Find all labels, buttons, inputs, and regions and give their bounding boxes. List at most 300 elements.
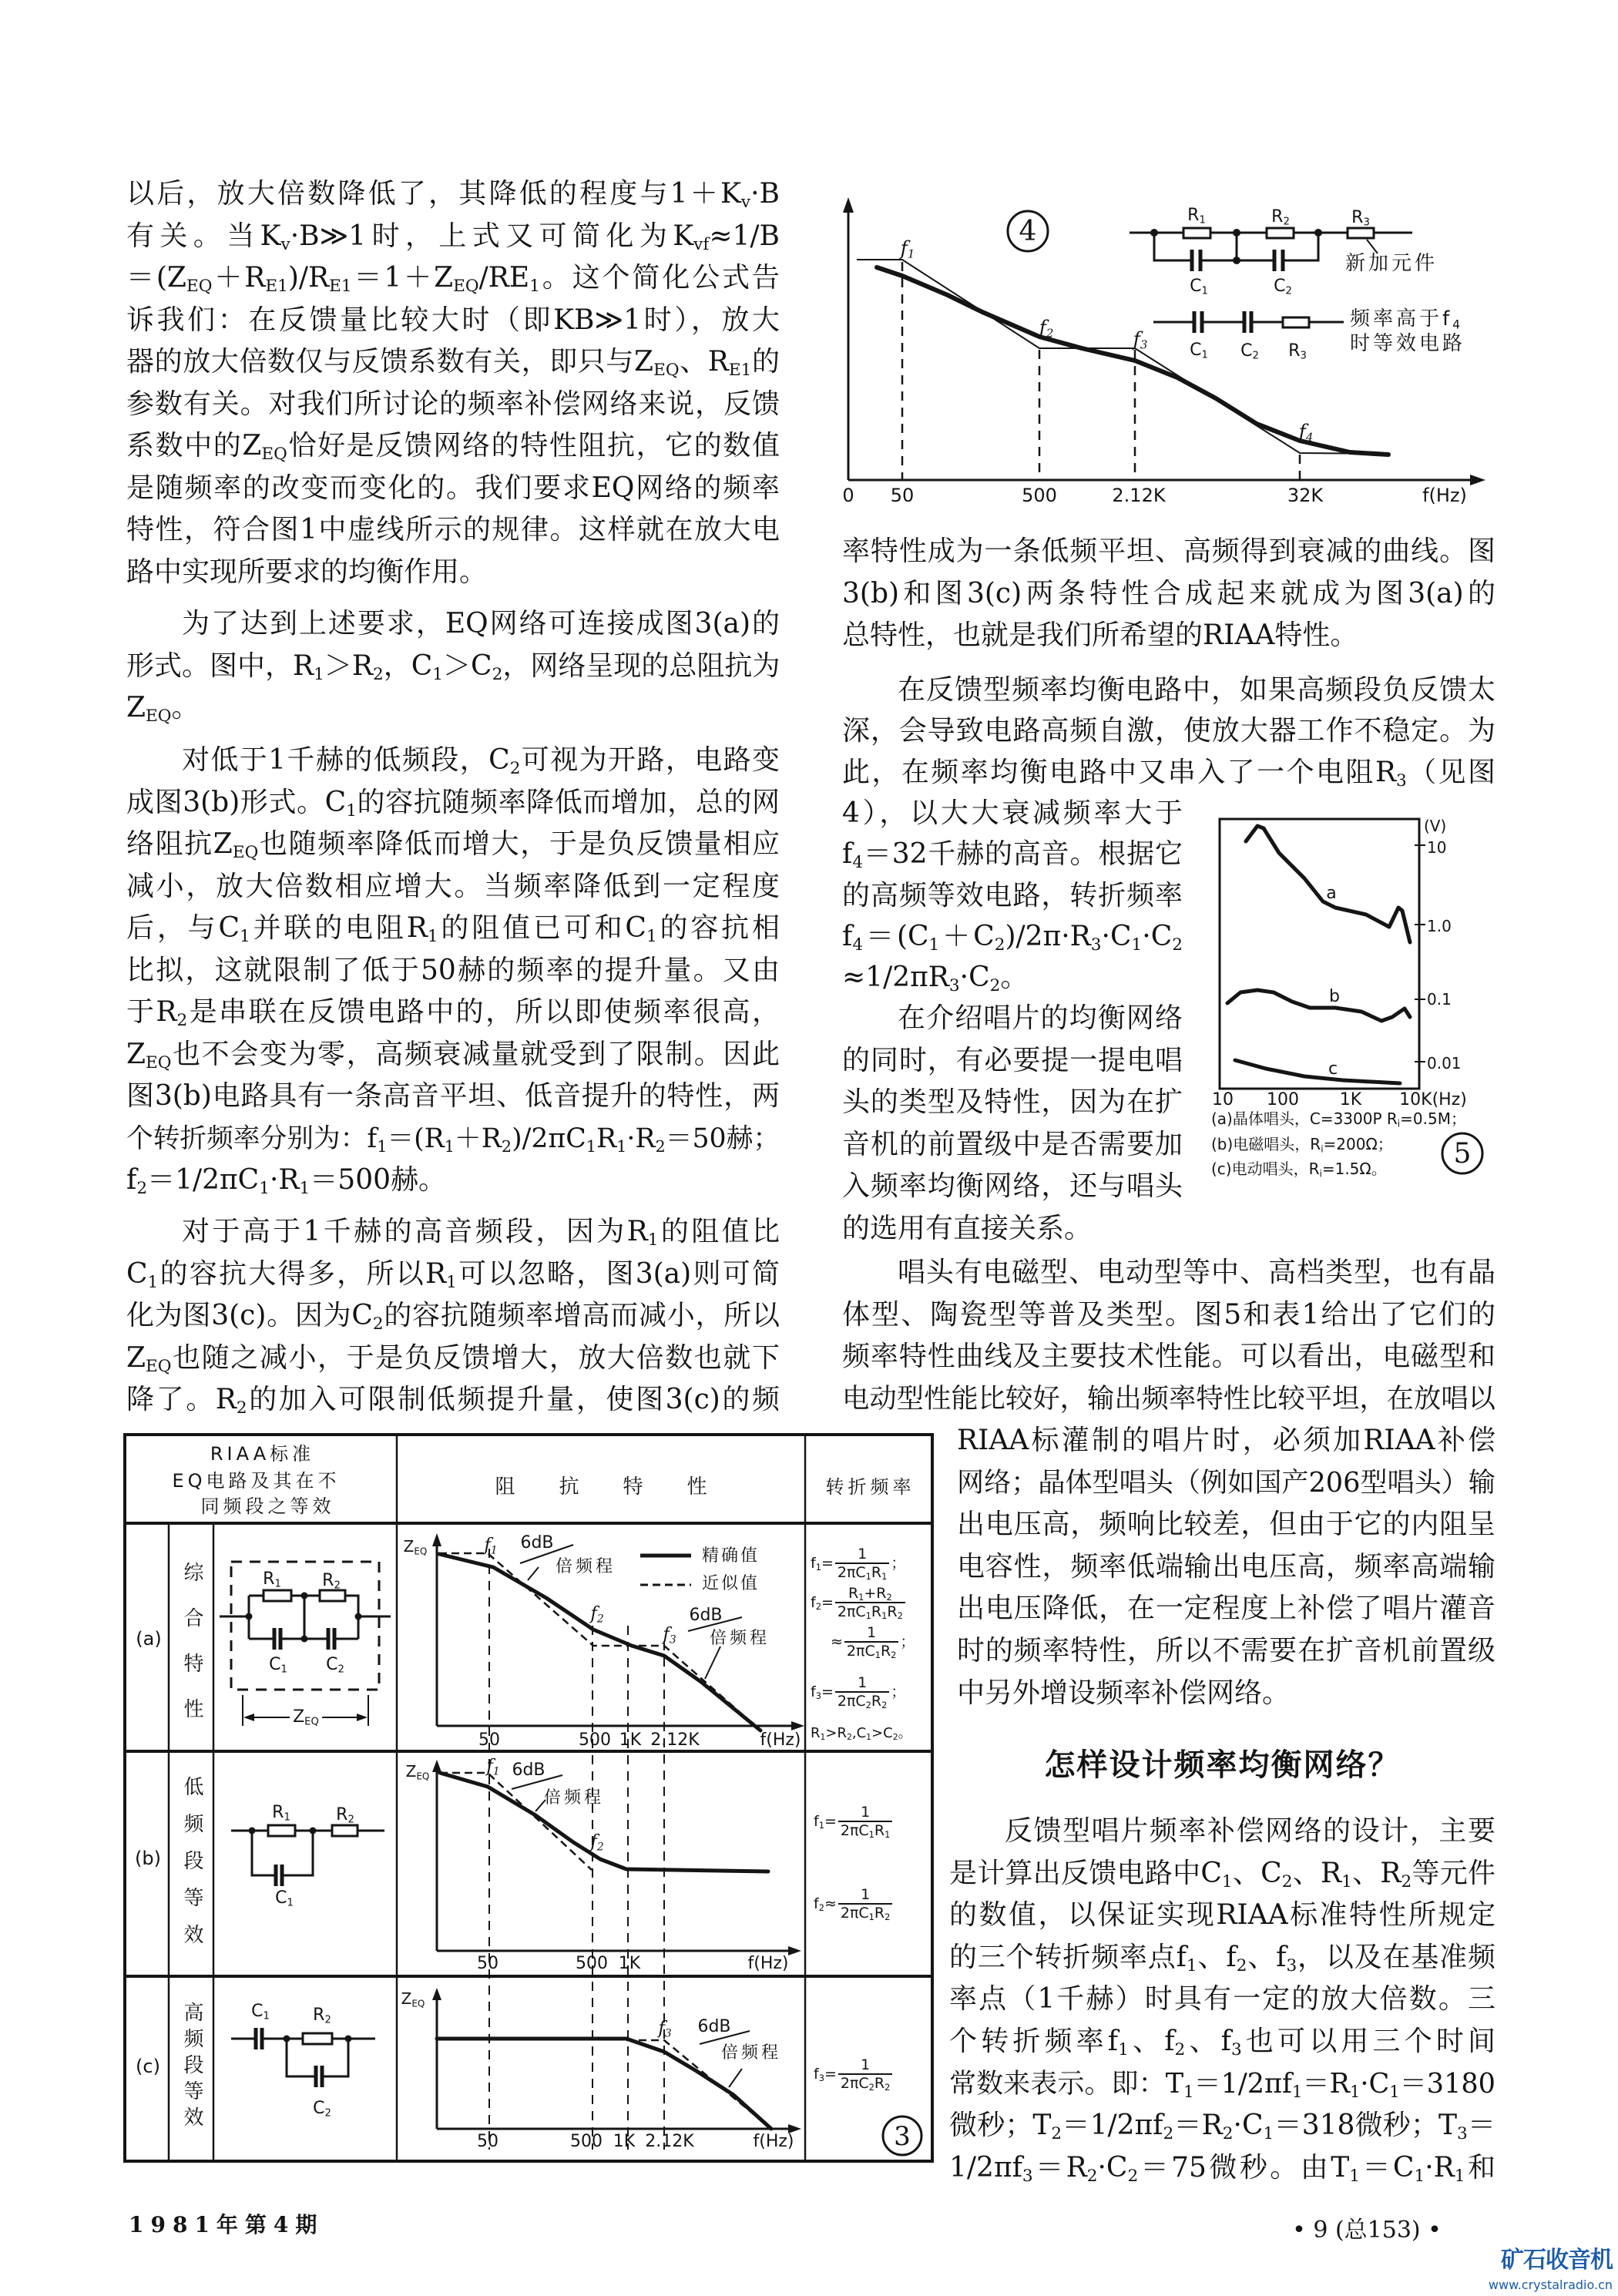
text-run: ＝R (1173, 2110, 1223, 2142)
subscript: 2 (886, 1592, 892, 1603)
text-run: 诉我们：在反馈量比较大时（即KB≫1时），放大 (126, 304, 780, 336)
graph-c-tick-label: 50 (477, 2132, 498, 2151)
text-line (126, 216, 780, 258)
subscript: 2 (337, 1663, 344, 1676)
fig5-x-tick-label: 10 (1212, 1090, 1234, 1109)
fig4-tick-label: 2.12K (1112, 485, 1166, 506)
text-run: 深，会导致电路高频自激，使放大器工作不稳定。为 (842, 715, 1495, 747)
subscript: 2 (881, 1700, 888, 1711)
text-line (126, 257, 780, 300)
subscript: 2 (372, 664, 384, 684)
text-run: Z (403, 1537, 415, 1556)
subscript: 2 (994, 935, 1005, 955)
text-run: 1 (861, 1886, 871, 1903)
fig4-breakpoint-f4 (1298, 420, 1314, 445)
subscript: 1 (858, 1592, 864, 1603)
text-line (126, 950, 780, 992)
text-run: f (842, 838, 853, 871)
subscript: 1 (1186, 1955, 1197, 1975)
text-run: ＞C (443, 650, 492, 682)
text-run: >R (825, 1725, 847, 1741)
text-line (949, 2063, 1495, 2106)
subscript: 2 (1174, 2040, 1186, 2060)
subscript: 1 (1131, 935, 1143, 955)
text-run: ＝(R (387, 1123, 445, 1154)
fig3-number: 3 (894, 2121, 911, 2152)
text-line (126, 341, 780, 384)
subscript: 1 (1454, 2166, 1465, 2186)
text-run: ，C (383, 650, 433, 682)
fraction (838, 1887, 893, 1921)
text-run: ＝1/2πf (1062, 2110, 1163, 2142)
row-label-b: 低频段等效 (180, 1776, 203, 1961)
subscript: 3 (1090, 935, 1102, 955)
text-run: (b)电磁唱头，R (1211, 1135, 1321, 1153)
fraction (838, 2057, 893, 2091)
table-header-network-line-2: EQ电路及其在不 (172, 1470, 341, 1492)
subscript: 2 (372, 1314, 384, 1334)
text-line (126, 824, 780, 866)
text-run: 反馈型唱片频率补偿网络的设计，主要 (1005, 1815, 1495, 1847)
subscript: 2 (1086, 2166, 1098, 2186)
circuit-c-label-c2 (313, 2099, 331, 2120)
text-line (957, 1462, 1495, 1505)
text-line (842, 916, 1183, 957)
text-run: 2πC (837, 1693, 866, 1710)
numerator (835, 1586, 905, 1603)
subscript: 1 (284, 1811, 290, 1824)
subscript: 1 (868, 1829, 874, 1841)
text-run: 可视为开路，电路变 (520, 744, 780, 776)
subscript: v (740, 193, 751, 213)
text-line (842, 1252, 1495, 1294)
text-run: f (814, 2065, 819, 2083)
subscript: E1 (329, 277, 352, 297)
text-run: ； (891, 1683, 906, 1700)
text-run: ,C (851, 1725, 867, 1741)
text-line (126, 1379, 780, 1422)
formula-a-f3 (811, 1675, 905, 1709)
text-run: ·R (269, 1164, 300, 1196)
row-label-c: 高频段等效 (180, 2002, 203, 2133)
right-column-paragraph-2-narrow (842, 793, 1183, 998)
text-run: 2πC (837, 1603, 866, 1620)
text-run: Z (405, 1762, 417, 1781)
text-run: 3(b)和图3(c)两条特性合成起来就成为图3(a)的 (842, 577, 1495, 609)
text-run: )/2πC (512, 1123, 586, 1154)
subscript: 2 (815, 1600, 821, 1612)
page-number: • 9 (总153) • (1292, 2217, 1442, 2244)
text-run: ·C (1233, 2110, 1264, 2142)
subscript: 3 (1363, 217, 1370, 229)
text-run: 网络；晶体型唱头（例如国产206型唱头）输 (957, 1466, 1495, 1499)
text-run: 2πC (837, 1564, 866, 1581)
subscript: 3 (1395, 770, 1407, 791)
subscript: 2 (989, 976, 1001, 996)
subscript: EQ (416, 1771, 430, 1782)
subscript: 3 (1022, 2166, 1033, 2186)
formula-lhs (814, 1814, 837, 1829)
text-run: 头的类型及特性，因为在扩 (842, 1086, 1183, 1119)
text-run: (a)晶体唱头，C=3300P R (1211, 1109, 1398, 1128)
denominator (835, 1693, 890, 1709)
text-line (126, 173, 780, 216)
subscript: 4 (852, 935, 864, 955)
text-run: ＝(C (863, 920, 929, 952)
fig5-y-tick-label: 1.0 (1427, 917, 1452, 935)
text-run: f (590, 1831, 597, 1852)
subscript: 1 (1201, 285, 1208, 297)
subscript: EQ (411, 1998, 425, 2009)
text-run: 电容性，频率低端输出电压高，频率高端输 (957, 1550, 1495, 1583)
text-run: ·C (959, 962, 990, 994)
text-run: )/2π·R (1005, 920, 1091, 952)
text-line (842, 1082, 1183, 1124)
circuit-node (355, 1613, 362, 1620)
subscript: 3 (1230, 2040, 1242, 2060)
fig4-tick-label: 500 (1022, 485, 1057, 506)
fig5-curve-b (1227, 987, 1410, 1021)
text-run: (c)电动唱头，R (1211, 1160, 1320, 1178)
text-run: =1.5Ω。 (1321, 1160, 1387, 1178)
text-line (126, 866, 780, 908)
denominator (835, 1603, 905, 1620)
text-line (842, 834, 1183, 874)
formula-a-f2-approx (831, 1625, 915, 1659)
text-line (957, 1630, 1495, 1673)
circuit-node (246, 1613, 253, 1620)
text-run: ＝1/2πC (147, 1164, 260, 1196)
circuit-node (301, 1636, 308, 1643)
text-run: ·B (750, 178, 780, 210)
fig4-breakpoint-guides (902, 262, 1300, 480)
fig4-label-r2 (1271, 209, 1290, 226)
text-run: ＝ (1467, 2110, 1495, 2142)
circuit-b-capacitor-c1 (276, 1865, 282, 1886)
watermark-url: www.crystalradio.cn (1488, 2278, 1613, 2292)
text-run: = (821, 1593, 834, 1611)
text-run: 体型、陶瓷型等普及类型。图5和表1给出了它们的 (842, 1298, 1495, 1331)
text-run: 、C (1232, 1857, 1282, 1889)
text-run: 在反馈型频率均衡电路中，如果高频段负反馈太 (898, 674, 1495, 706)
text-run: 也不会变为零，高频衰减量就受到了限制。因此 (171, 1038, 780, 1070)
text-line (126, 1076, 780, 1118)
formula-a-f2 (811, 1586, 907, 1620)
right-column-paragraph-3 (842, 998, 1183, 1250)
text-run: 频率特性曲线及主要技术性能。可以看出，电磁型和 (842, 1341, 1495, 1373)
text-run: f (814, 1895, 819, 1912)
subscript: 2 (891, 1650, 897, 1661)
text-line (126, 468, 780, 510)
text-run: 和 (1465, 2151, 1495, 2184)
text-run: f (663, 1624, 670, 1645)
graph-b-slope-unit: 倍频程 (543, 1788, 605, 1808)
fig4-new-component-note: 新加元件 (1345, 252, 1438, 275)
text-run: 特性，符合图1中虚线所示的规律。这样就在放大电 (126, 514, 780, 545)
text-run: 1 (861, 2056, 871, 2073)
fig4-capacitor-c2 (1274, 250, 1283, 271)
text-run: R (313, 2006, 325, 2025)
text-run: ＝C (1360, 2151, 1415, 2184)
subscript: EQ (453, 277, 479, 297)
text-run: 此，在频率均衡电路中又串入了一个电阻R (842, 756, 1396, 788)
text-line (126, 552, 780, 594)
graph-a-slope-value: 6dB (689, 1606, 723, 1625)
right-column-paragraph-4-narrow (957, 1420, 1495, 1714)
circuit-node (1314, 229, 1322, 237)
text-run: 1 (861, 1804, 871, 1821)
subscript: 1 (314, 664, 324, 684)
subscript: 1 (1349, 2166, 1360, 2186)
text-run: 的数值，以保证实现RIAA标准特性所规定 (949, 1899, 1495, 1932)
text-run: 在介绍唱片的均衡网络 (898, 1002, 1183, 1034)
text-run: R (871, 1564, 882, 1581)
text-run: ＝1/2πf (1193, 2067, 1293, 2100)
text-line (842, 531, 1495, 573)
graph-b-axis-unit: f(Hz) (747, 1954, 789, 1973)
fig4-y-arrow-icon (843, 197, 854, 213)
subscript: 1 (446, 1272, 457, 1292)
formula-lhs (814, 2067, 837, 2082)
text-run: )/R (287, 262, 330, 294)
text-run: ＝50赫； (665, 1123, 780, 1154)
subscript: EQ (261, 445, 287, 465)
row-tag-c: (c) (136, 2056, 160, 2077)
text-run: ＋C (939, 920, 995, 952)
formula-tail (900, 1635, 915, 1650)
graph-b-tick-label: 1K (618, 1954, 641, 1973)
text-line (126, 1211, 780, 1254)
text-run: 有关。当K (126, 220, 281, 252)
text-run: 以后，放大倍数降低了，其降低的程度与1＋K (126, 178, 741, 210)
text-line (842, 1378, 1495, 1421)
graph-a-tick-label: 1K (619, 1730, 642, 1750)
subscript: 1 (881, 1571, 888, 1583)
fig5-curve-c (1235, 1060, 1400, 1083)
fig5-legend-c (1211, 1160, 1387, 1180)
subscript: 1 (1292, 2081, 1303, 2101)
formula-a-f1 (811, 1546, 906, 1583)
text-run: 个转折频率f (949, 2025, 1119, 2057)
text-run: 、f (1185, 2025, 1231, 2057)
text-line (126, 1295, 780, 1338)
circuit-a-label-c2 (326, 1655, 344, 1676)
subscript: 2 (596, 1613, 604, 1626)
fig5-curve-label-c: c (1328, 1059, 1338, 1079)
formula-c-f3 (814, 2057, 894, 2091)
text-line (126, 300, 780, 342)
subscript: 2 (865, 1700, 871, 1711)
text-run: =200Ω； (1323, 1135, 1393, 1153)
text-run: 总特性，也就是我们所希望的RIAA特性。 (842, 619, 1358, 651)
subscript: 3 (815, 1690, 821, 1701)
text-run: 时的频率特性，所以不需要在扩音机前置级 (957, 1634, 1495, 1667)
fig4-resistor-r3 (1348, 228, 1374, 238)
text-line (842, 875, 1183, 916)
text-run: ＝1＋Z (351, 262, 454, 294)
subscript: 2 (501, 1136, 512, 1156)
text-run: ≈1/B (709, 220, 780, 252)
subscript: 2 (1051, 2124, 1062, 2144)
circuit-node (310, 1828, 317, 1834)
circuit-a-label-c1 (269, 1655, 287, 1676)
graph-b-slope-value: 6dB (512, 1761, 545, 1780)
fig5-curve-label-a: a (1326, 884, 1337, 903)
text-run: 的容抗随频率降低而增加，总的网 (356, 786, 780, 818)
circuit-a-capacitor-c1 (274, 1628, 280, 1650)
text-run: = (824, 1812, 837, 1830)
subscript: 4 (1305, 430, 1314, 445)
text-run: ·R (1425, 2151, 1455, 2184)
circuit-a-label-r1 (263, 1571, 281, 1588)
text-run: f (658, 2018, 665, 2039)
subscript: 1 (1341, 1871, 1352, 1892)
text-line (126, 425, 780, 468)
text-run: 为了达到上述要求，EQ网络可连接成图3(a)的 (182, 608, 780, 639)
text-run: R (874, 1905, 885, 1922)
text-run: ≈1/2πR (842, 962, 949, 994)
text-run: ≈ (824, 1895, 837, 1912)
subscript: 2 (492, 664, 503, 684)
text-line (949, 2147, 1495, 2190)
text-run: 1/2πf (949, 2151, 1022, 2184)
text-run: ·C (1142, 920, 1173, 952)
text-run: 后，与C (126, 912, 240, 944)
text-run: 比拟，这就限制了低于50赫的频率的提升量。又由 (126, 954, 780, 986)
fig4-equivalent-label-c1 (1190, 342, 1208, 359)
subscript: 2 (1285, 285, 1292, 297)
text-run: 。这个简化公式告 (539, 262, 780, 294)
graph-a-breakpoint-f2 (590, 1603, 604, 1626)
text-run: 唱头有电磁型、电动型等中、高档类型，也有晶 (898, 1257, 1495, 1288)
right-column-paragraph-2-wide (842, 670, 1495, 793)
text-run: C (326, 1655, 338, 1674)
fig5-legend-a (1211, 1109, 1466, 1130)
text-run: 的高频等效电路，转折频率 (842, 879, 1183, 911)
text-run: R (811, 1725, 821, 1741)
text-run: 器的放大倍数仅与反馈系数有关，即只与Z (126, 346, 654, 378)
circuit-a-capacitor-c2 (328, 1628, 334, 1650)
subscript: 1 (815, 1561, 821, 1573)
text-line (126, 646, 780, 688)
text-run: 系数中的Z (126, 430, 262, 462)
circuit-b-resistor-r1 (268, 1825, 295, 1836)
text-run: 频率高于f (1350, 307, 1453, 331)
text-line (949, 2105, 1495, 2147)
numerator (835, 1675, 890, 1693)
subscript: 1 (299, 1179, 311, 1199)
formula-lhs (811, 1593, 834, 1612)
text-run: ＞R (324, 650, 373, 682)
subscript: 1 (885, 1829, 891, 1841)
subscript: 1 (274, 1578, 281, 1590)
subscript: 1 (907, 247, 915, 261)
text-run: 2πC (840, 1905, 869, 1922)
text-run: 形式。图中，R (126, 650, 314, 682)
text-run: ＝R (1302, 2067, 1350, 2100)
text-line (842, 1208, 1183, 1250)
section-heading: 怎样设计频率均衡网络？ (1044, 1747, 1401, 1783)
subscript: 2 (236, 1398, 247, 1418)
text-run: 、R (1351, 1857, 1401, 1889)
denominator (838, 1822, 893, 1841)
text-line (126, 509, 780, 552)
text-run: 的选用有直接关系。 (842, 1212, 1093, 1244)
text-run: Z (401, 1989, 412, 2008)
graph-c-slope-value: 6dB (697, 2017, 731, 2036)
subscript: 1 (263, 2010, 270, 2022)
subscript: E1 (265, 277, 288, 297)
text-run: 的容抗相 (656, 912, 780, 944)
text-run: 、f (1128, 2025, 1175, 2057)
text-run: R (596, 1123, 617, 1154)
text-run: ·R (626, 1123, 656, 1154)
text-line (949, 1853, 1495, 1895)
text-run: 降了。R (126, 1384, 237, 1415)
subscript: 1 (346, 801, 357, 821)
text-line (126, 740, 780, 782)
circuit-c-label-c1 (251, 2003, 270, 2020)
graph-a-axis-unit: f(Hz) (760, 1730, 801, 1750)
left-column-paragraph-2 (126, 603, 780, 730)
text-run: ·B≫1时，上式又可简化为K (290, 220, 694, 252)
subscript: 1 (1349, 2081, 1361, 2101)
text-run: 是串联在反馈电路中的，所以即使频率很高， (187, 996, 780, 1028)
subscript: 1 (616, 1136, 627, 1156)
fig5-legend-b (1211, 1135, 1393, 1155)
subscript: 2 (892, 1732, 898, 1743)
text-run: R (848, 1585, 859, 1602)
text-run: C (1240, 341, 1253, 361)
subscript: 1 (240, 927, 250, 947)
text-line (842, 957, 1183, 998)
subscript: 3 (669, 1633, 676, 1646)
text-run: 可以忽略，图3(a)则可简 (456, 1257, 780, 1290)
text-run: 化为图3(c)。因为C (126, 1300, 373, 1331)
text-run: ≈ (831, 1633, 843, 1650)
numerator (835, 1546, 890, 1564)
text-run: 微秒；T (949, 2110, 1052, 2142)
text-line (842, 1166, 1183, 1208)
subscript: 1 (881, 1610, 888, 1622)
text-line (957, 1546, 1495, 1589)
text-run: Z (126, 1341, 146, 1374)
denominator (844, 1643, 899, 1659)
fraction (835, 1546, 890, 1583)
formula-lhs (831, 1635, 843, 1650)
text-run: ； (891, 1554, 906, 1572)
right-column-paragraph-1 (842, 531, 1495, 657)
text-run: 也可以用三个时间 (1241, 2025, 1495, 2057)
text-run: 2πC (840, 2075, 869, 2092)
fig4-label-r1 (1187, 206, 1206, 227)
fig5-y-tick-label: 0.1 (1427, 990, 1452, 1009)
text-run: ，网络呈现的总阻抗为 (502, 650, 780, 682)
fig4-equivalent-label-r3 (1288, 343, 1307, 360)
subscript: 1 (928, 935, 940, 955)
text-line (949, 1811, 1495, 1853)
subscript: 1 (865, 1571, 871, 1583)
graph-c-axis-unit: f(Hz) (753, 2132, 794, 2151)
text-run: ＝R (1032, 2151, 1087, 2184)
fig5-plot-frame (1220, 819, 1419, 1089)
graph-a-slope-unit: 倍频程 (709, 1629, 770, 1648)
fig5-number: 5 (1453, 1138, 1472, 1170)
subscript: 1 (492, 1765, 500, 1778)
circuit-c-label-r2 (313, 2007, 331, 2024)
subscript: 1 (377, 1136, 388, 1156)
circuit-c-resistor-r2 (303, 2033, 332, 2044)
